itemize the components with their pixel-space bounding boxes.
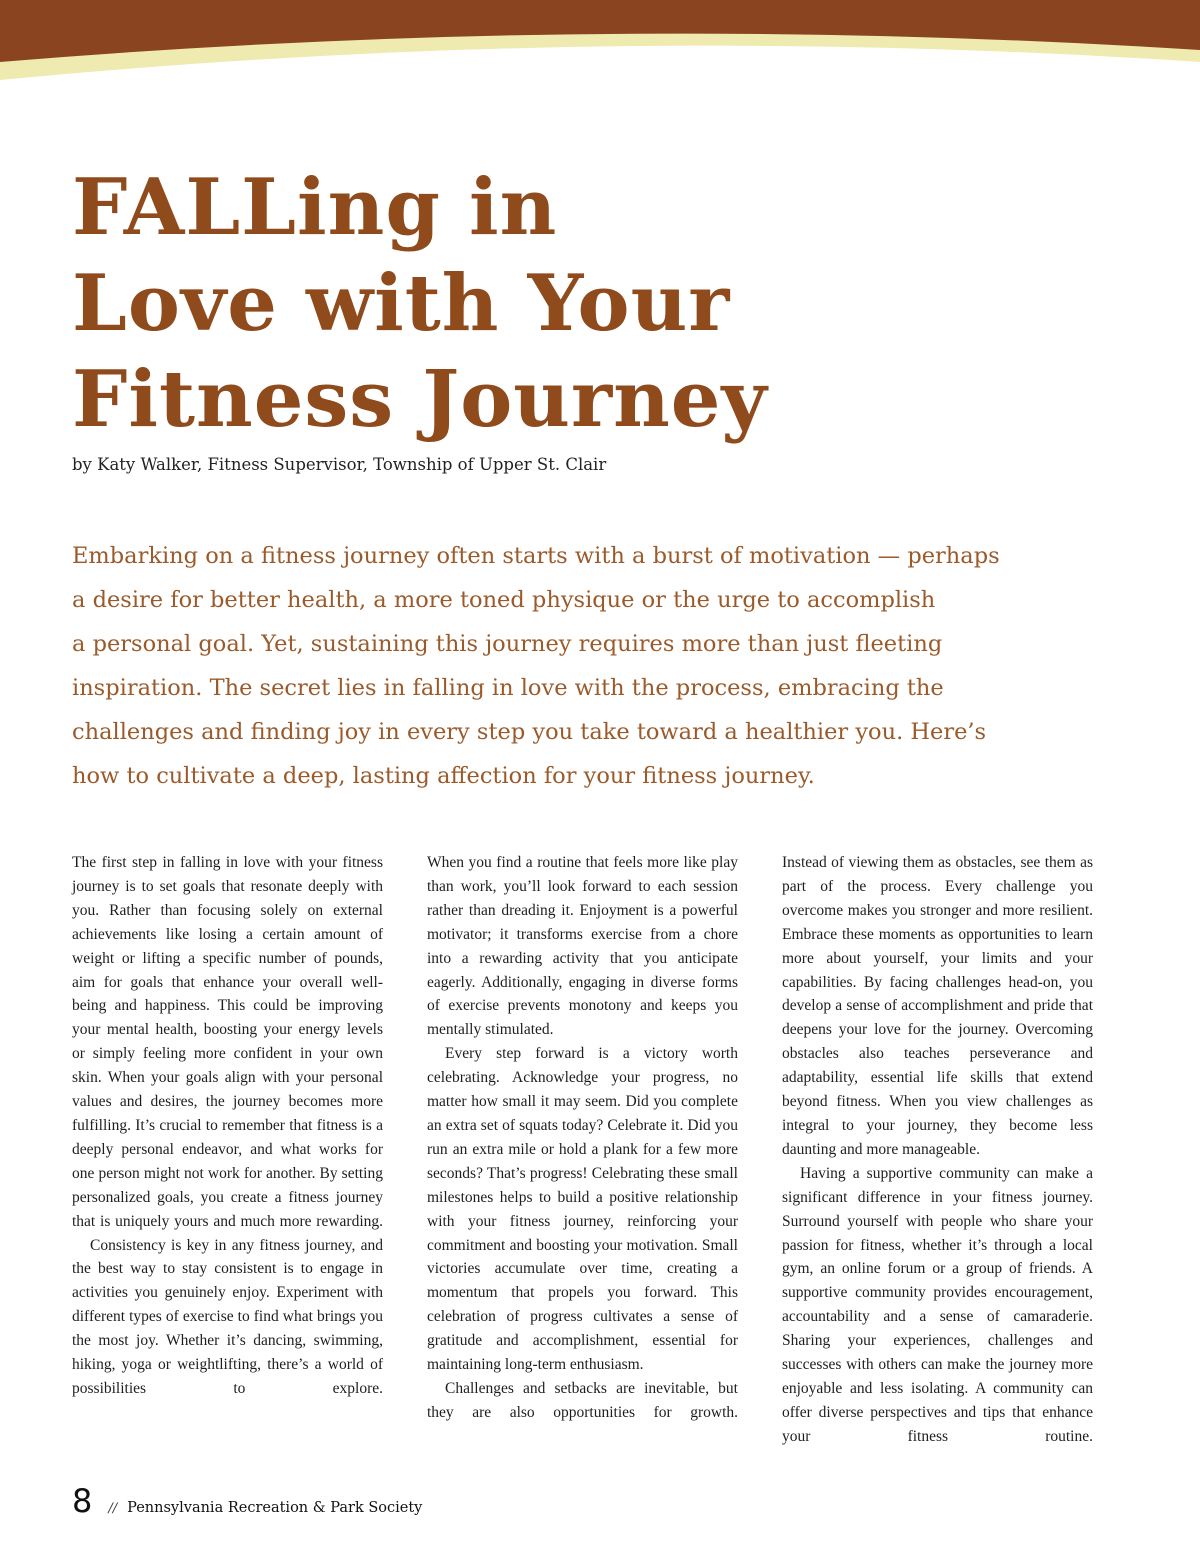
body-paragraph: Every step forward is a victory worth celebrating. Acknowledge your progress, no matter how small it may seem. Did you complete an extra set of squats today? Celebrate it. Did you run an extra mile or hold a plank for a few more seconds? That’s progress! Celebrating these small milestones helps to build a positive relationship with your fitness journey, reinforcing your commitment and boosting your motivation. Small victories accumulate over time, creating a momentum that propels you forward. This celebration of progress cultivates a sense of gratitude and accomplishment, essential for maintaining long-term enthusiasm. bbox=[427, 1045, 738, 1374]
body-column-1 bbox=[72, 851, 383, 1401]
body-paragraph: When you find a routine that feels more like play than work, you’ll look forward to each session rather than dreading it. Enjoyment is a powerful motivator; it transforms exercise from a chore into a rewarding activity that you anticipate eagerly. Additionally, engaging in diverse forms of exercise prevents monotony and keeps you mentally stimulated. bbox=[427, 854, 738, 1039]
author-byline: by Katy Walker, Fitness Supervisor, Township of Upper St. Clair bbox=[72, 455, 607, 474]
headline-line-2: Love with Your bbox=[72, 258, 731, 349]
body-paragraph: Consistency is key in any fitness journey, and the best way to stay consistent is to engage in activities you genuinely enjoy. Experiment with different types of exercise to find what brings you the most joy. Whether it’s dancing, swimming, hiking, yoga or weightlifting, there’s a world of possibilities to explore. bbox=[72, 1236, 383, 1397]
footer-separator: // bbox=[108, 1501, 118, 1516]
body-paragraph: The first step in falling in love with your fitness journey is to set goals that resonate deeply with you. Rather than focusing solely on external achievements like losing a certain amount of weight or lifting a specific number of pounds, aim for goals that enhance your overall well-being and happiness. This could be improving your mental health, boosting your energy levels or simply feeling more confident in your own skin. When your goals align with your personal values and desires, the journey becomes more fulfilling. It’s crucial to remember that fitness is a deeply personal endeavor, and what works for one person might not work for another. By setting personalized goals, you create a fitness journey that is uniquely yours and much more rewarding. bbox=[72, 854, 383, 1230]
intro-line: inspiration. The secret lies in falling in love with the process, embracing the bbox=[72, 675, 944, 701]
body-column-2 bbox=[427, 851, 738, 1425]
headline-line-1: FALLing in bbox=[72, 162, 558, 253]
intro-line: a desire for better health, a more toned physique or the urge to accomplish bbox=[72, 587, 936, 613]
intro-paragraph bbox=[72, 534, 1152, 798]
page-footer bbox=[72, 1482, 422, 1526]
headline-line-3: Fitness Journey bbox=[72, 354, 768, 445]
publication-name: Pennsylvania Recreation & Park Society bbox=[127, 1500, 423, 1516]
intro-line: challenges and finding joy in every step you take toward a healthier you. Here’s bbox=[72, 719, 987, 745]
top-decorative-band bbox=[0, 0, 1200, 90]
body-paragraph: Challenges and setbacks are inevitable, but they are also opportunities for growth. bbox=[427, 1379, 738, 1421]
intro-line: Embarking on a fitness journey often starts with a burst of motivation — perhaps bbox=[72, 543, 1000, 569]
article-headline bbox=[72, 160, 1132, 448]
intro-line: a personal goal. Yet, sustaining this journey requires more than just fleeting bbox=[72, 631, 943, 657]
body-column-3 bbox=[782, 851, 1093, 1449]
intro-line: how to cultivate a deep, lasting affection for your fitness journey. bbox=[72, 763, 815, 789]
page-number: 8 bbox=[72, 1482, 93, 1520]
body-paragraph: Having a supportive community can make a significant difference in your fitness journey. Surround yourself with people who share your passion for fitness, whether it’s through a local gym, an online forum or a group of friends. A supportive community provides encouragement, accountability and a sense of camaraderie. Sharing your experiences, challenges and successes with others can make the journey more enjoyable and less isolating. A community can offer diverse perspectives and tips that enhance your fitness routine. bbox=[782, 1164, 1093, 1445]
body-paragraph: Instead of viewing them as obstacles, see them as part of the process. Every challenge you overcome makes you stronger and more resilient. Embrace these moments as opportunities to learn more about yourself, your limits and your capabilities. By facing challenges head-on, you develop a sense of accomplishment and pride that deepens your love for the journey. Overcoming obstacles also teaches perseverance and adaptability, essential life skills that extend beyond fitness. When you view challenges as integral to your journey, they become less daunting and more manageable. bbox=[782, 854, 1093, 1158]
